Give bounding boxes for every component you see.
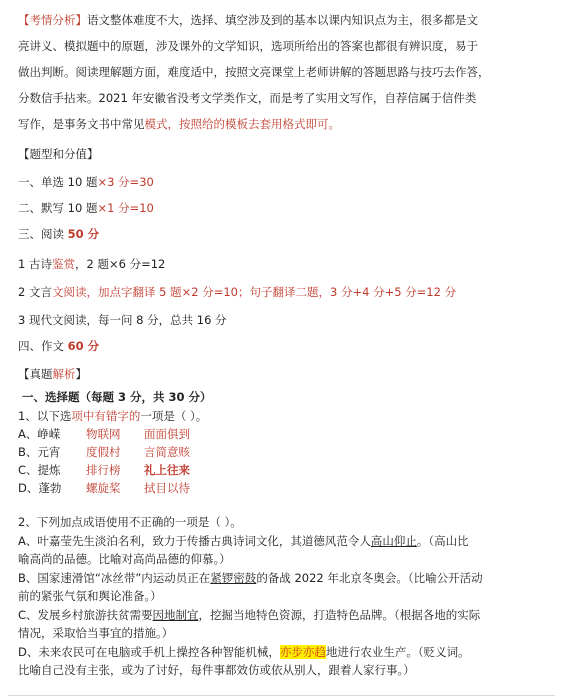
option-label: A、峥嵘 <box>18 427 61 441</box>
reading-part-2 <box>18 284 456 300</box>
question-2-option-c <box>18 607 480 623</box>
question-1-option-d <box>18 480 190 496</box>
page-bottom-divider <box>8 695 555 696</box>
option-word: 礼上往来 <box>144 463 190 477</box>
option-text: B、国家速滑馆“冰丝带”内运动员正在 <box>18 571 211 585</box>
question-2-option-b-note: 前的紧张气氛和舆论准备。） <box>18 589 162 603</box>
question-1-option-a <box>18 426 190 442</box>
exam-header-highlight: 解析 <box>52 367 76 381</box>
question-1-option-c <box>18 462 190 478</box>
option-word: 拭目以待 <box>144 481 190 495</box>
analysis-line-5 <box>18 116 340 132</box>
idiom: 紧锣密鼓 <box>210 571 257 585</box>
option-text: A、叶嘉莹先生淡泊名利，致力于传播古典诗词文化，其道德风范令人 <box>18 534 371 548</box>
reading-part-3: 3 现代文阅读，每一问 8 分，总共 16 分 <box>18 313 227 327</box>
score-dictation <box>18 200 154 216</box>
reading-label: 1 古诗 <box>18 257 52 271</box>
option-word: 面面俱到 <box>144 427 190 441</box>
option-word: 排行榜 <box>86 463 121 477</box>
analysis-tag: 【考情分析】 <box>18 13 87 27</box>
reading-part-1 <box>18 256 165 272</box>
score-label: 二、默写 10 题 <box>18 201 98 215</box>
question-2-option-c-note: 情况，采取恰当事宜的措施。） <box>18 626 174 640</box>
analysis-line-3: 做出判断。阅读理解题方面，难度适中，按照文亮课堂上老师讲解的答题思路与技巧去作答， <box>18 65 490 79</box>
option-text: 地进行农业生产。（贬义词。 <box>325 645 470 659</box>
analysis-highlight: 模式，按照给的模板去套用格式即可。 <box>144 117 340 131</box>
score-value: 50 分 <box>67 227 100 241</box>
score-label: 一、单选 10 题 <box>18 175 98 189</box>
score-single-choice <box>18 174 154 190</box>
analysis-text: 语文整体难度不大，选择、填空涉及到的基本以课内知识点为主，很多都是文 <box>87 13 478 27</box>
scores-header: 【题型和分值】 <box>18 147 99 161</box>
question-highlight: 项中有错字的 <box>71 409 141 423</box>
question-text: 1、以下选 <box>18 409 72 423</box>
score-label: 三、阅读 <box>18 227 68 241</box>
analysis-line-2: 亮讲义、模拟题中的原题，涉及课外的文学知识，选项所给出的答案也都很有辨识度，易于 <box>18 39 478 53</box>
score-value: 60 分 <box>67 339 100 353</box>
question-1-stem <box>18 408 207 424</box>
question-text: 一项是（ ）。 <box>140 409 208 423</box>
option-word: 螺旋桨 <box>86 481 121 495</box>
exam-header-text: 【真题 <box>18 367 53 381</box>
score-value: ×1 分=10 <box>97 201 154 215</box>
option-word: 物联网 <box>86 427 121 441</box>
option-text: ，挖掘当地特色资源，打造特色品牌。（根据各地的实际 <box>198 608 481 622</box>
score-essay <box>18 338 99 354</box>
reading-detail: ，加点字翻译 5 题×2 分=10；句子翻译二题，3 分+4 分+5 分=12 分 <box>86 285 457 299</box>
exam-header-text: 】 <box>75 367 87 381</box>
option-text: C、发展乡村旅游扶贫需要 <box>18 608 153 622</box>
section-title: 一、选择题（每题 3 分，共 30 分） <box>22 390 212 404</box>
idiom: 高山仰止 <box>370 534 417 548</box>
question-2-option-d-note: 比喻自己没有主张，或为了讨好，每件事都效仿或依从别人，跟着人家行事。） <box>18 663 415 677</box>
analysis-line-4: 分数信手拈来。2021 年安徽省没考文学类作文，而是考了实用文写作，自荐信属于信件类 <box>18 91 477 105</box>
question-2-option-a <box>18 533 469 549</box>
reading-label: 2 文言 <box>18 285 52 299</box>
analysis-text: 写作，是事务文书中常见 <box>18 117 145 131</box>
option-label: B、元宵 <box>18 445 61 459</box>
score-label: 四、作文 <box>18 339 68 353</box>
score-value: ×3 分=30 <box>97 175 154 189</box>
analysis-line-1 <box>18 12 478 28</box>
option-label: C、提炼 <box>18 463 61 477</box>
question-1-option-b <box>18 444 190 460</box>
option-text: 的备战 2022 年北京冬奥会。（比喻公开活动 <box>256 571 483 585</box>
option-word: 度假村 <box>86 445 121 459</box>
option-word: 言简意赅 <box>144 445 190 459</box>
question-2-option-b <box>18 570 483 586</box>
question-2-stem: 2、下列加点成语使用不正确的一项是（ ）。 <box>18 515 242 529</box>
idiom: 因地制宜 <box>152 608 199 622</box>
reading-detail: ，2 题×6 分=12 <box>74 257 166 271</box>
exam-header <box>18 366 87 382</box>
option-label: D、蓬勃 <box>18 481 62 495</box>
option-text: 。（高山比 <box>416 534 469 548</box>
question-2-option-a-note: 喻高尚的品德。比喻对高尚品德的仰慕。） <box>18 552 231 566</box>
idiom-highlighted: 亦步亦趋 <box>279 645 326 659</box>
score-reading <box>18 226 99 242</box>
reading-highlight: 鉴赏 <box>51 257 75 271</box>
reading-highlight: 文阅读 <box>51 285 87 299</box>
option-text: D、未来农民可在电脑或手机上操控各种智能机械， <box>18 645 280 659</box>
question-2-option-d <box>18 644 470 660</box>
